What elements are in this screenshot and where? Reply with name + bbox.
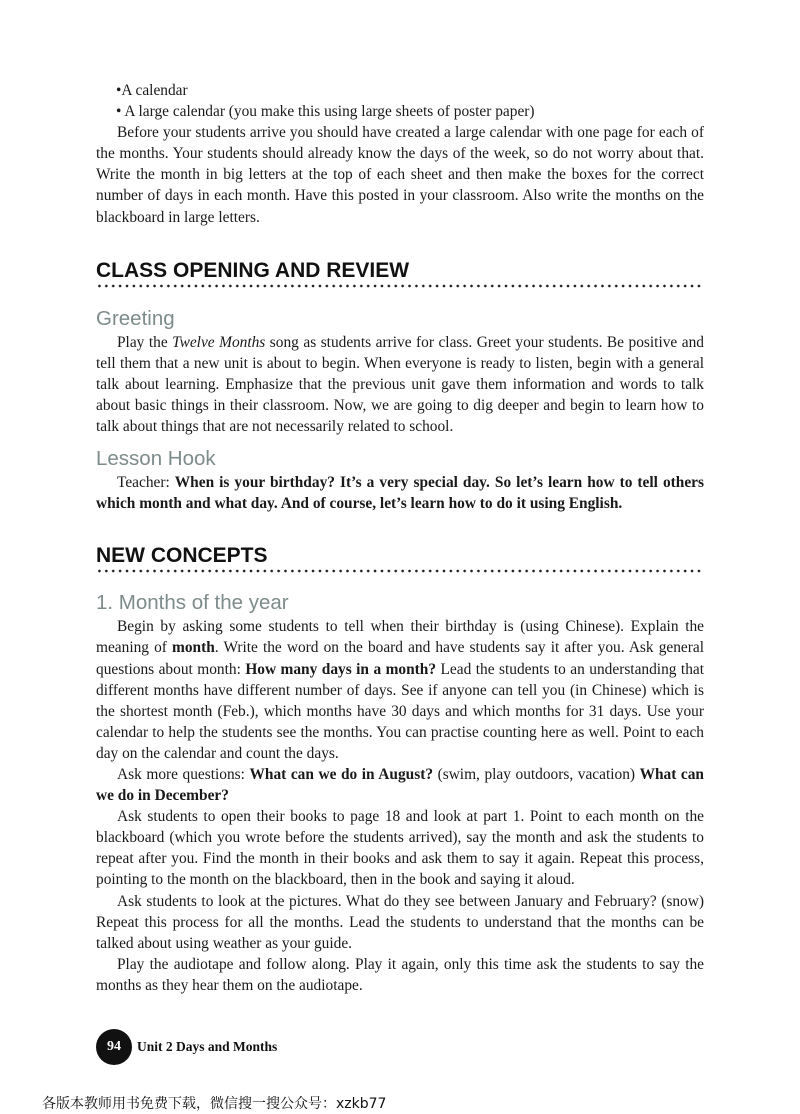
watermark-text: 各版本教师用书免费下载，微信搜一搜公众号：xzkb77 — [42, 1096, 387, 1112]
materials-item-large-calendar: • A large calendar (you make this using large sheets of poster paper) — [116, 103, 535, 121]
months-paragraph-5: Play the audiotape and follow along. Play it again, only this time ask the students to say the months as they hear them on the audiotape. — [96, 955, 704, 994]
greeting-paragraph: Play the Twelve Months song as students arrive for class. Greet your students. Be positive and tell them that a new unit is about to begin. When everyone is ready to listen, begin with a general talk about learning. Emphasize that the previous unit gave them information and words to talk about basic things in their classroom. Now, we are going to dig deeper and begin to learn how to talk about things that are not necessarily related to school. — [96, 333, 704, 436]
lesson-hook-paragraph: Teacher: When is your birthday? It’s a very special day. So let’s learn how to tell others which month and what day. And of course, let’s learn how to do it using English. — [96, 474, 704, 513]
section-title-class-opening — [96, 259, 704, 283]
page-number: 94 — [96, 1029, 132, 1065]
months-paragraph-2: Ask more questions: What can we do in August? (swim, play outdoors, vacation) What can we do in December? — [96, 765, 704, 805]
page-content — [96, 80, 704, 996]
months-paragraph-3: Ask students to open their books to page 18 and look at part 1. Point to each month on the blackboard (which you wrote before the students arrived), say the month and ask the students to repeat after you. Find the month in their books and ask them to say it again. Repeat this process, pointing to the month on the blackboard, then in the book and saying it aloud. — [96, 808, 704, 889]
dotted-rule — [96, 284, 704, 288]
subheading-greeting: Greeting — [96, 306, 175, 330]
subheading-months-of-year: 1. Months of the year — [96, 591, 289, 615]
unit-label: Unit 2 Days and Months — [137, 1039, 278, 1054]
subheading-lesson-hook: Lesson Hook — [96, 447, 216, 471]
section-title-new-concepts — [96, 544, 704, 568]
section-title-text: CLASS OPENING AND REVIEW — [96, 258, 410, 282]
page-footer — [96, 1029, 277, 1065]
months-paragraph-4: Ask students to look at the pictures. What do they see between January and February? (snow) Repeat this process for all the months. Lead the students to understand that the months can be talked about using weather as your guide. — [96, 892, 704, 952]
materials-item-calendar: •A calendar — [116, 82, 188, 99]
section-title-text: NEW CONCEPTS — [96, 544, 268, 568]
dotted-rule — [96, 569, 704, 573]
materials-intro: Before your students arrive you should have created a large calendar with one page for each of the months. Your students should already know the days of the week, so do not worry about that. Write the month in big letters at the top of each sheet and then make the boxes for the correct number of days in each month. Have this posted in your classroom. Also write the months on the blackboard in large letters. — [96, 124, 704, 226]
months-paragraph-1: Begin by asking some students to tell when their birthday is (using Chinese). Explain the meaning of month. Write the word on the board and have students say it after you. Ask general questions about month: How many days in a month? Lead the students to an understanding that different months have different number of days. See if anyone can tell you (in Chinese) which is the shortest month (Feb.), which months have 30 days and which months for 31 days. Use your calendar to help the students see the months. You can practise counting here as well. Point to each day on the calendar and count the days. — [96, 618, 705, 762]
